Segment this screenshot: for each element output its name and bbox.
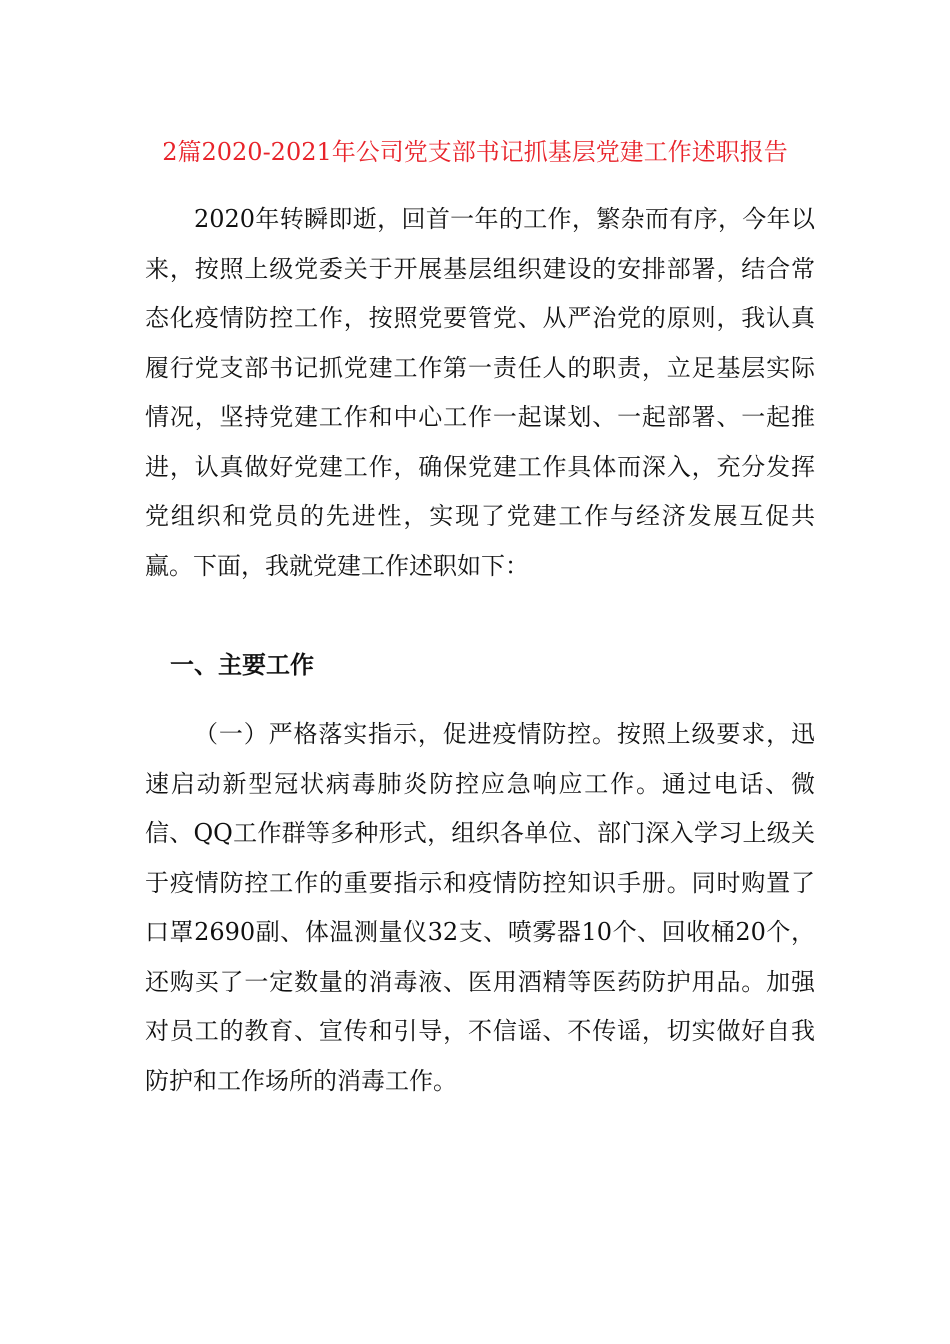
section-heading: 一、主要工作	[170, 651, 314, 679]
intro-paragraph: 2020年转瞬即逝，回首一年的工作，繁杂而有序，今年以来，按照上级党委关于开展基层组织建设的安排部署，结合常态化疫情防控工作，按照党要管党、从严治党的原则，我认真履行党支部书记抓党建工作第一责任人的职责，立足基层实际情况，坚持党建工作和中心工作一起谋划、一起部署、一起推进，认真做好党建工作，确保党建工作具体而深入，充分发挥党组织和党员的先进性，实现了党建工作与经济发展互促共赢。下面，我就党建工作述职如下：	[145, 205, 815, 580]
section-paragraph: （一）严格落实指示，促进疫情防控。按照上级要求，迅速启动新型冠状病毒肺炎防控应急响应工作。通过电话、微信、QQ工作群等多种形式，组织各单位、部门深入学习上级关于疫情防控工作的重要指示和疫情防控知识手册。同时购置了口罩2690副、体温测量仪32支、喷雾器10个、回收桶20个，还购买了一定数量的消毒液、医用酒精等医药防护用品。加强对员工的教育、宣传和引导，不信谣、不传谣，切实做好自我防护和工作场所的消毒工作。	[145, 720, 815, 1095]
document-title: 2篇2020-2021年公司党支部书记抓基层党建工作述职报告	[162, 138, 788, 166]
